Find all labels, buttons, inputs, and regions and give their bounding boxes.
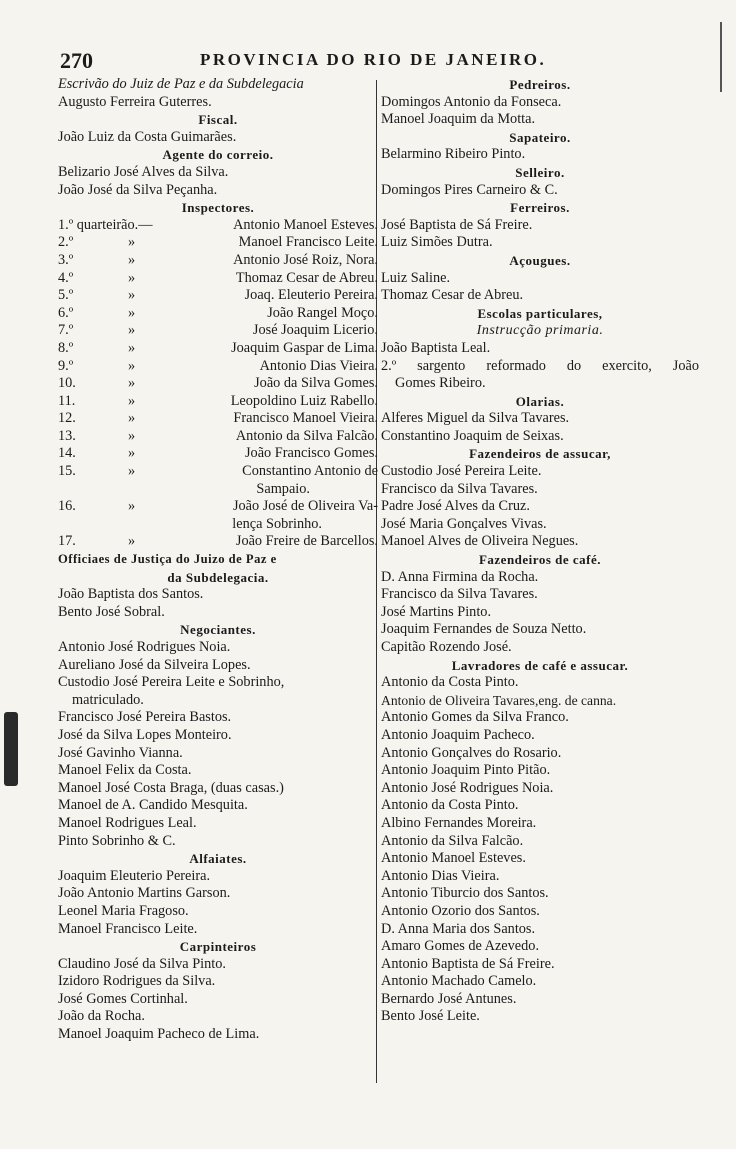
list-item: Thomaz Cesar de Abreu. [381, 287, 524, 304]
list-item: Antonio Joaquim Pacheco. [381, 726, 535, 743]
section-heading-lavradores: Lavradores de café e assucar. [451, 657, 629, 673]
inspector-row-continuation [58, 516, 378, 534]
inspector-name: lença Sobrinho. [232, 515, 322, 532]
inspector-name: Joaquim Gaspar de Lima. [231, 339, 378, 356]
left-column [58, 76, 378, 1044]
list-item: Custodio José Pereira Leite. [381, 463, 542, 480]
list-item: José Gavinho Vianna. [58, 744, 183, 761]
inspector-row [58, 358, 378, 376]
inspector-number: 3.º [58, 251, 74, 268]
list-item: D. Anna Maria dos Santos. [381, 920, 536, 937]
list-item: José Gomes Cortinhal. [58, 990, 188, 1007]
list-item: Manoel José Costa Braga, (duas casas.) [58, 779, 284, 796]
inspector-name: João Francisco Gomes. [244, 445, 378, 462]
inspector-row [58, 533, 378, 551]
list-item: Francisco da Silva Tavares. [381, 586, 538, 603]
ditto-mark: » [128, 269, 136, 286]
ditto-mark: » [128, 410, 136, 427]
page-number: 270 [60, 48, 93, 73]
list-item: José Maria Gonçalves Vivas. [381, 515, 547, 532]
inspector-first-label: 1.º quarteirão.— [58, 216, 153, 233]
inspector-name: Antonio Manoel Esteves. [233, 216, 378, 233]
list-item: João da Rocha. [58, 1008, 145, 1025]
list-item: Manoel Rodrigues Leal. [58, 814, 197, 831]
inspector-row [58, 217, 378, 235]
list-item: Domingos Antonio da Fonseca. [381, 93, 562, 110]
list-item: Antonio da Silva Falcão. [381, 832, 524, 849]
inspector-row-continuation [58, 481, 378, 499]
section-heading-alfaiates: Alfaiates. [189, 851, 247, 867]
inspector-number: 13. [58, 427, 76, 444]
inspector-row [58, 445, 378, 463]
list-item: Bento José Leite. [381, 1008, 480, 1025]
inspector-name: João Rangel Moço. [267, 304, 378, 321]
inspector-name: Antonio José Roiz, Nora. [233, 251, 378, 268]
ditto-mark: » [128, 234, 136, 251]
section-heading-olarias: Olarias. [515, 393, 565, 409]
section-heading-carpinteiros: Carpinteiros [179, 939, 257, 955]
list-item: João Baptista dos Santos. [58, 586, 204, 603]
list-item: Joaquim Eleuterio Pereira. [58, 867, 211, 884]
inspector-row [58, 375, 378, 393]
list-item: Joaquim Fernandes de Souza Netto. [381, 621, 587, 638]
list-item: D. Anna Firmina da Rocha. [381, 568, 539, 585]
list-item: Antonio Dias Vieira. [381, 867, 500, 884]
ditto-mark: » [128, 463, 136, 480]
list-item: Antonio Ozorio dos Santos. [381, 902, 540, 919]
list-item-continuation: matriculado. [72, 691, 144, 708]
list-item: Manoel Joaquim da Motta. [381, 111, 536, 128]
list-item: Antonio Manoel Esteves. [381, 850, 526, 867]
section-subheading-instruccao: Instrucção primaria. [476, 323, 604, 339]
section-heading-fazendeiros-cafe: Fazendeiros de café. [478, 552, 602, 568]
inspector-row [58, 393, 378, 411]
list-item: Luiz Simões Dutra. [381, 234, 493, 251]
ditto-mark: » [128, 445, 136, 462]
section-heading-ferreiros: Ferreiros. [510, 200, 570, 216]
page-header [60, 48, 700, 78]
inspector-row [58, 463, 378, 481]
section-heading-fiscal: Fiscal. [198, 112, 238, 128]
inspector-row [58, 252, 378, 270]
list-item: Antonio José Rodrigues Noia. [58, 639, 231, 655]
inspector-number: 16. [58, 498, 76, 515]
inspector-name: João José de Oliveira Va- [232, 498, 378, 515]
list-item: Constantino Joaquim de Seixas. [381, 427, 564, 444]
list-item: João José da Silva Peçanha. [58, 181, 218, 198]
list-item: Izidoro Rodrigues da Silva. [58, 973, 216, 990]
list-item: José Martins Pinto. [381, 603, 492, 620]
inspector-number: 10. [58, 375, 76, 392]
inspector-number: 9.º [58, 357, 74, 374]
list-item: Alferes Miguel da Silva Tavares. [381, 410, 570, 427]
list-item: Manoel de A. Candido Mesquita. [58, 797, 248, 814]
ditto-mark: » [128, 357, 136, 374]
list-item: Domingos Pires Carneiro & C. [381, 181, 558, 198]
list-item: Antonio da Costa Pinto. [381, 674, 519, 691]
list-item: Antonio Tiburcio dos Santos. [381, 885, 549, 902]
list-item: Claudino José da Silva Pinto. [58, 955, 226, 972]
inspector-number: 14. [58, 445, 76, 462]
list-item: José da Silva Lopes Monteiro. [58, 726, 232, 743]
inspector-name: Manoel Francisco Leite. [238, 234, 378, 251]
section-heading-selleiro: Selleiro. [515, 164, 565, 180]
inspector-number: 5.º [58, 287, 74, 304]
ditto-mark: » [128, 251, 136, 268]
list-item: Aureliano José da Silveira Lopes. [58, 656, 251, 673]
inspector-row [58, 305, 378, 323]
inspector-number: 2.º [58, 234, 74, 251]
inspector-row [58, 234, 378, 252]
list-item: Francisco da Silva Tavares. [381, 480, 538, 497]
inspector-row [58, 428, 378, 446]
inspector-name: Francisco Manoel Vieira. [233, 410, 378, 427]
list-item: Francisco José Pereira Bastos. [58, 709, 232, 726]
inspector-name: Sampaio. [256, 480, 310, 497]
section-heading-inspectores: Inspectores. [181, 200, 255, 216]
list-item: João Antonio Martins Garson. [58, 885, 231, 902]
section-heading-negociantes: Negociantes. [180, 622, 256, 638]
ditto-mark: » [128, 339, 136, 356]
ditto-mark: » [128, 287, 136, 304]
list-item: Manoel Alves de Oliveira Negues. [381, 533, 579, 550]
section-heading-escolas: Escolas particulares, [477, 305, 603, 321]
list-item: Albino Fernandes Moreira. [381, 814, 537, 831]
list-item: Augusto Ferreira Guterres. [58, 93, 212, 110]
inspector-number: 8.º [58, 339, 74, 356]
inspector-row [58, 287, 378, 305]
list-item: Capitão Rozendo José. [381, 639, 512, 655]
inspector-name: Antonio da Silva Falcão. [235, 427, 378, 444]
ditto-mark: » [128, 427, 136, 444]
ditto-mark: » [128, 533, 136, 550]
list-item: Manoel Felix da Costa. [58, 762, 192, 779]
inspector-name: Constantino Antonio de [242, 463, 378, 480]
page-edge-shadow [720, 22, 722, 92]
inspector-name: Leopoldino Luiz Rabello. [230, 392, 378, 409]
inspector-row [58, 498, 378, 516]
list-item: Antonio Baptista de Sá Freire. [381, 955, 555, 972]
ditto-mark: » [128, 375, 136, 392]
inspector-number: 11. [58, 392, 76, 409]
inspector-number: 15. [58, 463, 76, 480]
section-heading-officiaes-cont: da Subdelegacia. [167, 569, 269, 585]
list-item: Padre José Alves da Cruz. [381, 498, 530, 515]
inspector-name: João Freire de Barcellos. [235, 533, 378, 550]
list-item: Belizario José Alves da Silva. [58, 163, 229, 180]
list-item: Antonio José Rodrigues Noia. [381, 779, 554, 796]
list-item: Antonio Gomes da Silva Franco. [381, 709, 569, 726]
list-item: João Baptista Leal. [381, 339, 491, 356]
list-item: Bento José Sobral. [58, 603, 165, 620]
inspector-name: José Joaquim Licerio. [252, 322, 378, 339]
list-item: José Baptista de Sá Freire. [381, 216, 533, 233]
list-item: João Luiz da Costa Guimarães. [58, 128, 237, 145]
section-heading-agente-correio: Agente do correio. [162, 147, 274, 163]
section-heading-pedreiros: Pedreiros. [509, 77, 571, 92]
ditto-mark: » [128, 498, 136, 515]
section-heading-officiaes: Officiaes de Justiça do Juizo de Paz e [58, 552, 277, 567]
list-item: 2.º sargento reformado do exercito, João [381, 357, 699, 374]
list-item: Manoel Joaquim Pacheco de Lima. [58, 1026, 260, 1043]
right-column [381, 76, 699, 1026]
binding-mark [4, 712, 18, 786]
list-item: Antonio Gonçalves do Rosario. [381, 744, 562, 761]
list-item: Leonel Maria Fragoso. [58, 902, 189, 919]
list-item: Custodio José Pereira Leite e Sobrinho, [58, 674, 285, 691]
inspector-number: 7.º [58, 322, 74, 339]
inspector-row [58, 270, 378, 288]
section-heading-fazendeiros-assucar: Fazendeiros de assucar, [469, 446, 611, 462]
running-title: PROVINCIA DO RIO DE JANEIRO. [200, 50, 547, 69]
inspector-row [58, 410, 378, 428]
inspector-name: João da Silva Gomes. [254, 375, 378, 392]
list-item: Luiz Saline. [381, 269, 451, 286]
inspector-name: Joaq. Eleuterio Pereira. [244, 287, 378, 304]
inspector-number: 6.º [58, 304, 74, 321]
list-item-continuation: Gomes Ribeiro. [395, 375, 486, 392]
inspector-name: Antonio Dias Vieira. [259, 357, 378, 374]
list-item: Antonio Joaquim Pinto Pitão. [381, 762, 551, 779]
list-item: Belarmino Ribeiro Pinto. [381, 146, 526, 163]
inspector-number: 4.º [58, 269, 74, 286]
inspector-row [58, 340, 378, 358]
list-item: Antonio da Costa Pinto. [381, 797, 519, 814]
ditto-mark: » [128, 322, 136, 339]
inspector-number: 12. [58, 410, 76, 427]
list-item: Antonio Machado Camelo. [381, 973, 537, 990]
section-escrivao-title: Escrivão do Juiz de Paz e da Subdelegacia [58, 76, 304, 92]
ditto-mark: » [128, 392, 136, 409]
list-item: Antonio de Oliveira Tavares,eng. de canna. [381, 692, 617, 708]
ditto-mark: » [128, 304, 136, 321]
inspector-row [58, 322, 378, 340]
section-heading-sapateiro: Sapateiro. [509, 129, 571, 145]
list-item: Bernardo José Antunes. [381, 990, 517, 1007]
inspector-number: 17. [58, 533, 76, 550]
list-item: Manoel Francisco Leite. [58, 920, 198, 937]
list-item: Amaro Gomes de Azevedo. [381, 938, 540, 955]
inspector-name: Thomaz Cesar de Abreu. [235, 269, 378, 286]
section-heading-acougues: Açougues. [509, 252, 571, 268]
list-item: Pinto Sobrinho & C. [58, 832, 176, 849]
